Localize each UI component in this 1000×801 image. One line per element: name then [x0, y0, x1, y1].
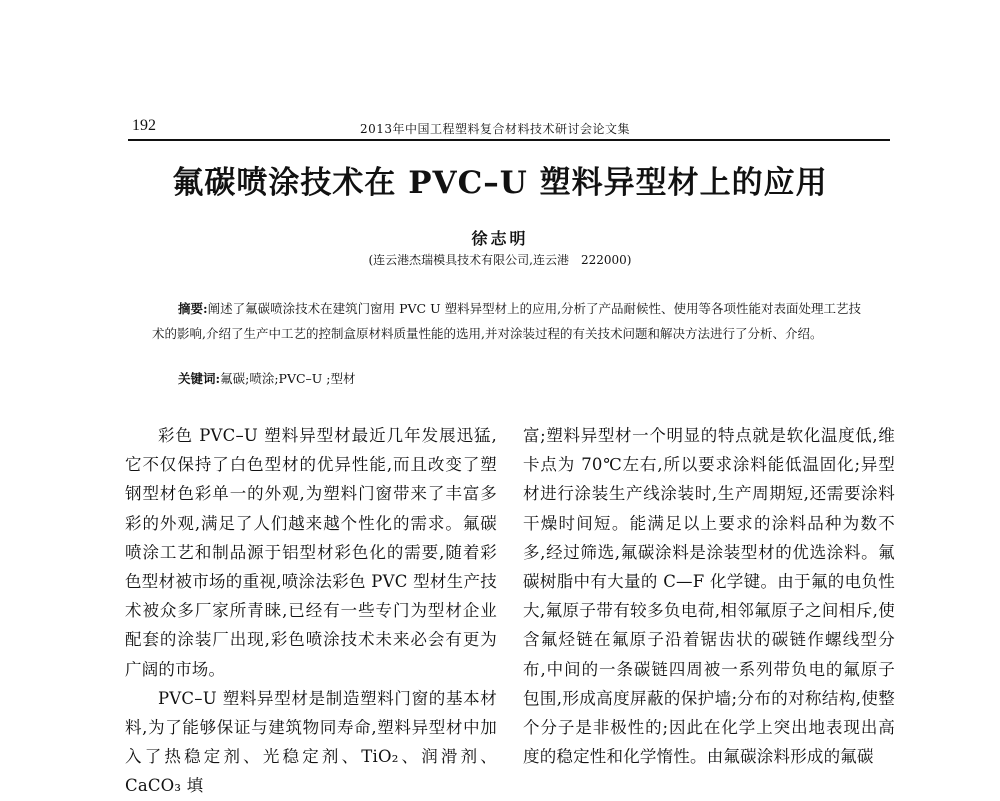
body-paragraph: PVC–U 塑料异型材是制造塑料门窗的基本材料,为了能够保证与建筑物同寿命,塑料异型材中加入了热稳定剂、光稳定剂、TiO₂、润滑剂、CaCO₃ 填: [125, 688, 497, 796]
body-paragraph: 富;塑料异型材一个明显的特点就是软化温度低,维卡点为 70℃左右,所以要求涂料能低温固化;异型材进行涂装生产线涂装时,生产周期短,还需要涂料干燥时间短。能满足以上要求的涂料品种为数不多,经过筛选,氟碳涂料是涂装型材的优选涂料。氟碳树脂中有大量的 C—F 化学键。由于氟的电负性大,氟原子带有较多负电荷,相邻氟原子之间相斥,使含氟烃链在氟原子沿着锯齿状的碳链作螺线型分布,中间的一条碳链四周被一系列带负电的氟原子包围,形成高度屏蔽的保护墙;分布的对称结构,使整个分子是非极性的;因此在化学上突出地表现出高度的稳定性和化学惰性。由氟碳涂料形成的氟碳: [523, 426, 895, 767]
page-number: 192: [132, 117, 156, 134]
author-affiliation: (连云港杰瑞模具技术有限公司,连云港 222000): [368, 253, 632, 267]
body-paragraph: 彩色 PVC–U 塑料异型材最近几年发展迅猛,它不仅保持了白色型材的优异性能,而且改变了塑钢型材色彩单一的外观,为塑料门窗带来了丰富多彩的外观,满足了人们越来越个性化的需求。氟碳喷涂工艺和制品源于铝型材彩色化的需要,随着彩色型材被市场的重视,喷涂法彩色 PVC 型材生产技术被众多厂家所青睐,已经有一些专门为型材企业配套的涂装厂出现,彩色喷涂技术未来必会有更为广阔的市场。: [125, 426, 497, 679]
keywords-label: 关键词:: [178, 371, 221, 386]
body-column-right: [523, 421, 895, 771]
abstract: [152, 296, 868, 346]
abstract-label: 摘要:: [178, 301, 208, 316]
keywords-text: 氟碳;喷涂;PVC–U ;型材: [220, 371, 356, 386]
keywords: [178, 369, 356, 387]
running-header: 2013年中国工程塑料复合材料技术研讨会论文集: [360, 122, 631, 136]
header-rule: [128, 139, 890, 141]
body-column-left: [125, 421, 497, 801]
abstract-text: 阐述了氟碳喷涂技术在建筑门窗用 PVC U 塑料异型材上的应用,分析了产品耐候性、使用等各项性能对表面处理工艺技术的影响,介绍了生产中工艺的控制盒原材料质量性能的选用,并对涂装过程的有关技术问题和解决方法进行了分析、介绍。: [152, 301, 862, 341]
author-name: 徐志明: [471, 229, 529, 248]
article-title: 氟碳喷涂技术在 PVC–U 塑料异型材上的应用: [172, 165, 828, 201]
